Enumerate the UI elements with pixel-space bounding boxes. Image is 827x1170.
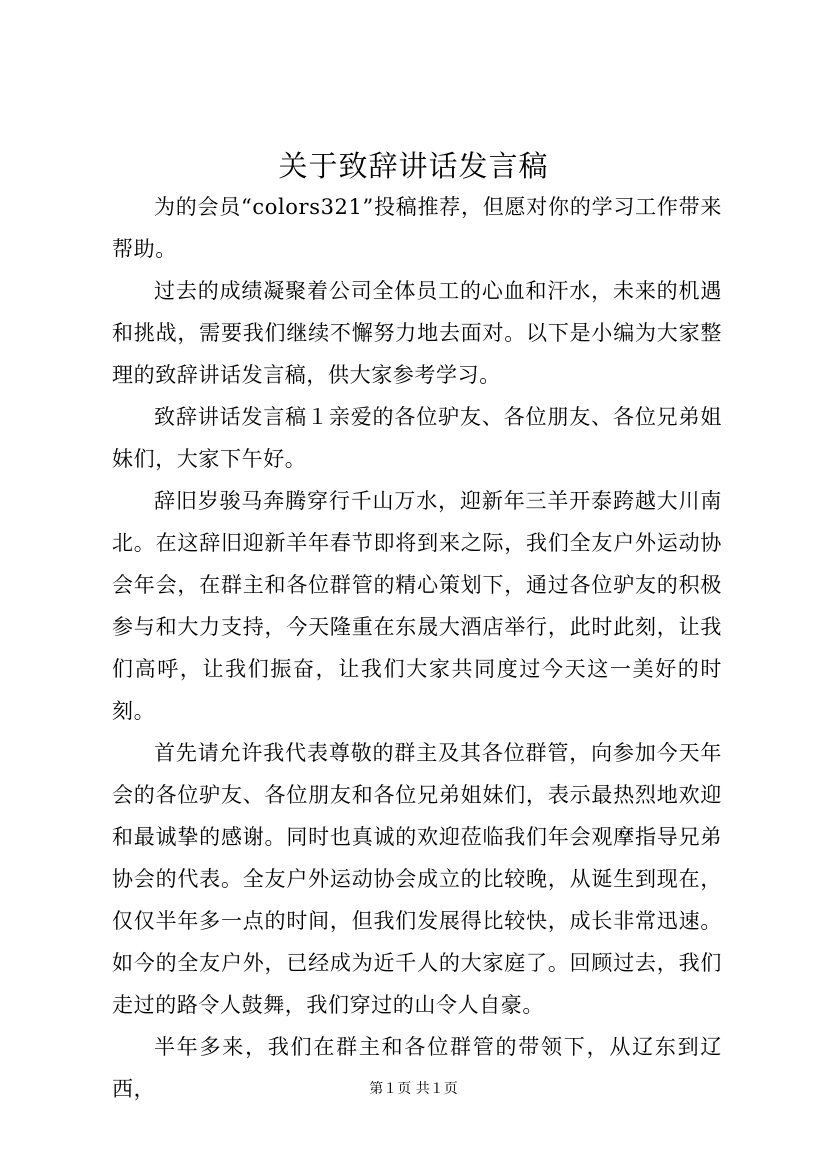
document-body [112,186,722,1110]
page-footer: 第１页 共１页 [369,1081,458,1097]
paragraph: 过去的成绩凝聚着公司全体员工的心血和汗水，未来的机遇和挑战，需要我们继续不懈努力地去面对。以下是小编为大家整理的致辞讲话发言稿，供大家参考学习。 [112,279,722,387]
paragraph: 辞旧岁骏马奔腾穿行千山万水，迎新年三羊开泰跨越大川南北。在这辞旧迎新羊年春节即将到来之际，我们全友户外运动协会年会，在群主和各位群管的精心策划下，通过各位驴友的积极参与和大力支持，今天隆重在东晟大酒店举行，此时此刻，让我们高呼，让我们振奋，让我们大家共同度过今天这一美好的时刻。 [112,489,722,723]
paragraph: 为的会员“colors321”投稿推荐，但愿对你的学习工作带来帮助。 [112,195,722,261]
document-title: 关于致辞讲话发言稿 [278,149,549,183]
paragraph: 首先请允许我代表尊敬的群主及其各位群管，向参加今天年会的各位驴友、各位朋友和各位兄弟姐妹们，表示最热烈地欢迎和最诚挚的感谢。同时也真诚的欢迎莅临我们年会观摩指导兄弟协会的代表。全友户外运动协会成立的比较晚，从诞生到现在，仅仅半年多一点的时间，但我们发展得比较快，成长非常迅速。如今的全友户外，已经成为近千人的大家庭了。回顾过去，我们走过的路令人鼓舞，我们穿过的山令人自豪。 [112,741,722,1017]
paragraph: 致辞讲话发言稿１亲爱的各位驴友、各位朋友、各位兄弟姐妹们，大家下午好。 [112,405,722,471]
paragraph: 半年多来，我们在群主和各位群管的带领下，从辽东到辽西， [112,1035,722,1101]
